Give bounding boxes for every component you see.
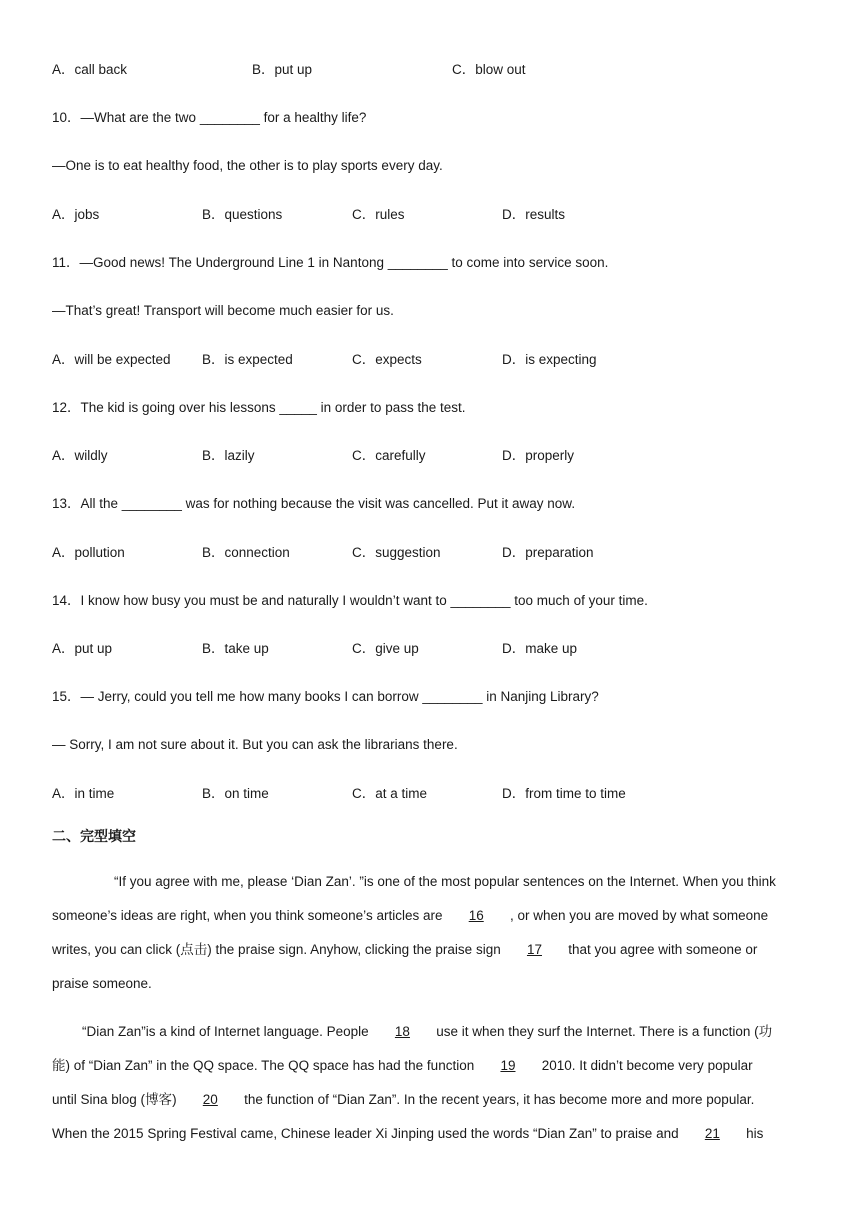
text-segment-chinese: 能 (52, 1058, 66, 1074)
q14-option-d[interactable]: D．make up (502, 641, 578, 656)
section-heading-cloze: 二、完型填空 (52, 829, 136, 845)
q14-stem: 14．I know how busy you must be and naturally I wouldn’t want to ________ too much of your time. (52, 593, 648, 608)
text-segment: that you agree with someone or (564, 942, 758, 957)
blank-19[interactable]: 19 (500, 1058, 516, 1073)
q11-reply: —That’s great! Transport will become much easier for us. (52, 303, 394, 318)
text-segment: ) of “Dian Zan” in the QQ space. The QQ space has had the function (65, 1058, 478, 1073)
passage-p2-line1 (82, 1023, 838, 1041)
q10-option-a[interactable]: A．jobs (52, 207, 100, 222)
text-segment: ) (172, 1092, 181, 1107)
q13-option-b[interactable]: B．connection (202, 545, 290, 560)
q9-option-b[interactable]: B．put up (252, 62, 313, 77)
text-segment-chinese: 点击 (180, 942, 208, 958)
q11-option-c[interactable]: C．expects (352, 352, 422, 367)
blank-21[interactable]: 21 (704, 1126, 720, 1141)
q11-stem: 11．—Good news! The Underground Line 1 in Nantong ________ to come into service soon. (52, 255, 609, 270)
q13-option-c[interactable]: C．suggestion (352, 545, 441, 560)
q15-option-d[interactable]: D．from time to time (502, 786, 626, 801)
q10-reply: —One is to eat healthy food, the other is to play sports every day. (52, 158, 443, 173)
passage-p2-line2 (52, 1057, 808, 1075)
q13-stem: 13．All the ________ was for nothing because the visit was cancelled. Put it away now. (52, 496, 576, 511)
text-segment: someone’s ideas are right, when you think someone’s articles are (52, 908, 447, 923)
passage-p2-line3 (52, 1091, 808, 1109)
q10-option-b[interactable]: B．questions (202, 207, 283, 222)
q13-option-d[interactable]: D．preparation (502, 545, 594, 560)
q11-option-d[interactable]: D．is expecting (502, 352, 597, 367)
text-segment: his (742, 1126, 764, 1141)
text-segment: use it when they surf the Internet. There is a function ( (432, 1024, 759, 1039)
q13-option-a[interactable]: A．pollution (52, 545, 125, 560)
text-segment: until Sina blog ( (52, 1092, 146, 1107)
q12-option-c[interactable]: C．carefully (352, 448, 426, 463)
q15-option-c[interactable]: C．at a time (352, 786, 428, 801)
q10-option-c[interactable]: C．rules (352, 207, 405, 222)
text-segment-chinese: 功 (758, 1024, 773, 1040)
q15-option-a[interactable]: A．in time (52, 786, 115, 801)
q10-stem: 10．—What are the two ________ for a healthy life? (52, 110, 367, 125)
text-segment: 2010. It didn’t become very popular (537, 1058, 753, 1073)
passage-p2-line4 (52, 1125, 808, 1143)
text-segment: When the 2015 Spring Festival came, Chinese leader Xi Jinping used the words “Dian Zan” to praise and (52, 1126, 683, 1141)
text-segment: , or when you are moved by what someone (506, 908, 769, 923)
text-segment: ) the praise sign. Anyhow, clicking the praise sign (207, 942, 505, 957)
q12-stem: 12．The kid is going over his lessons _____ in order to pass the test. (52, 400, 466, 415)
blank-16[interactable]: 16 (468, 908, 484, 923)
q12-option-b[interactable]: B．lazily (202, 448, 255, 463)
text-segment: the function of “Dian Zan”. In the recent years, it has become more and more popular. (240, 1092, 755, 1107)
q14-option-b[interactable]: B．take up (202, 641, 269, 656)
q9-option-a[interactable]: A．call back (52, 62, 128, 77)
passage-p1-line2 (52, 907, 808, 925)
blank-20[interactable]: 20 (202, 1092, 218, 1107)
q14-option-a[interactable]: A．put up (52, 641, 113, 656)
q12-option-a[interactable]: A．wildly (52, 448, 108, 463)
q15-stem: 15．— Jerry, could you tell me how many books I can borrow ________ in Nanjing Library? (52, 689, 599, 704)
q15-option-b[interactable]: B．on time (202, 786, 269, 801)
passage-p1-line4: praise someone. (52, 976, 152, 991)
blank-18[interactable]: 18 (394, 1024, 410, 1039)
q11-option-b[interactable]: B．is expected (202, 352, 293, 367)
q12-option-d[interactable]: D．properly (502, 448, 575, 463)
passage-p1-line1: “If you agree with me, please ‘Dian Zan’. ”is one of the most popular sentences on the Internet. When you think (114, 874, 776, 889)
q15-reply: — Sorry, I am not sure about it. But you can ask the librarians there. (52, 737, 458, 752)
q9-option-c[interactable]: C．blow out (452, 62, 526, 77)
text-segment-chinese: 博客 (145, 1092, 173, 1108)
passage-p1-line3 (52, 941, 808, 959)
q11-option-a[interactable]: A．will be expected (52, 352, 171, 367)
text-segment: writes, you can click ( (52, 942, 181, 957)
q14-option-c[interactable]: C．give up (352, 641, 419, 656)
q10-option-d[interactable]: D．results (502, 207, 566, 222)
text-segment: “Dian Zan”is a kind of Internet language. People (82, 1024, 373, 1039)
blank-17[interactable]: 17 (526, 942, 542, 957)
